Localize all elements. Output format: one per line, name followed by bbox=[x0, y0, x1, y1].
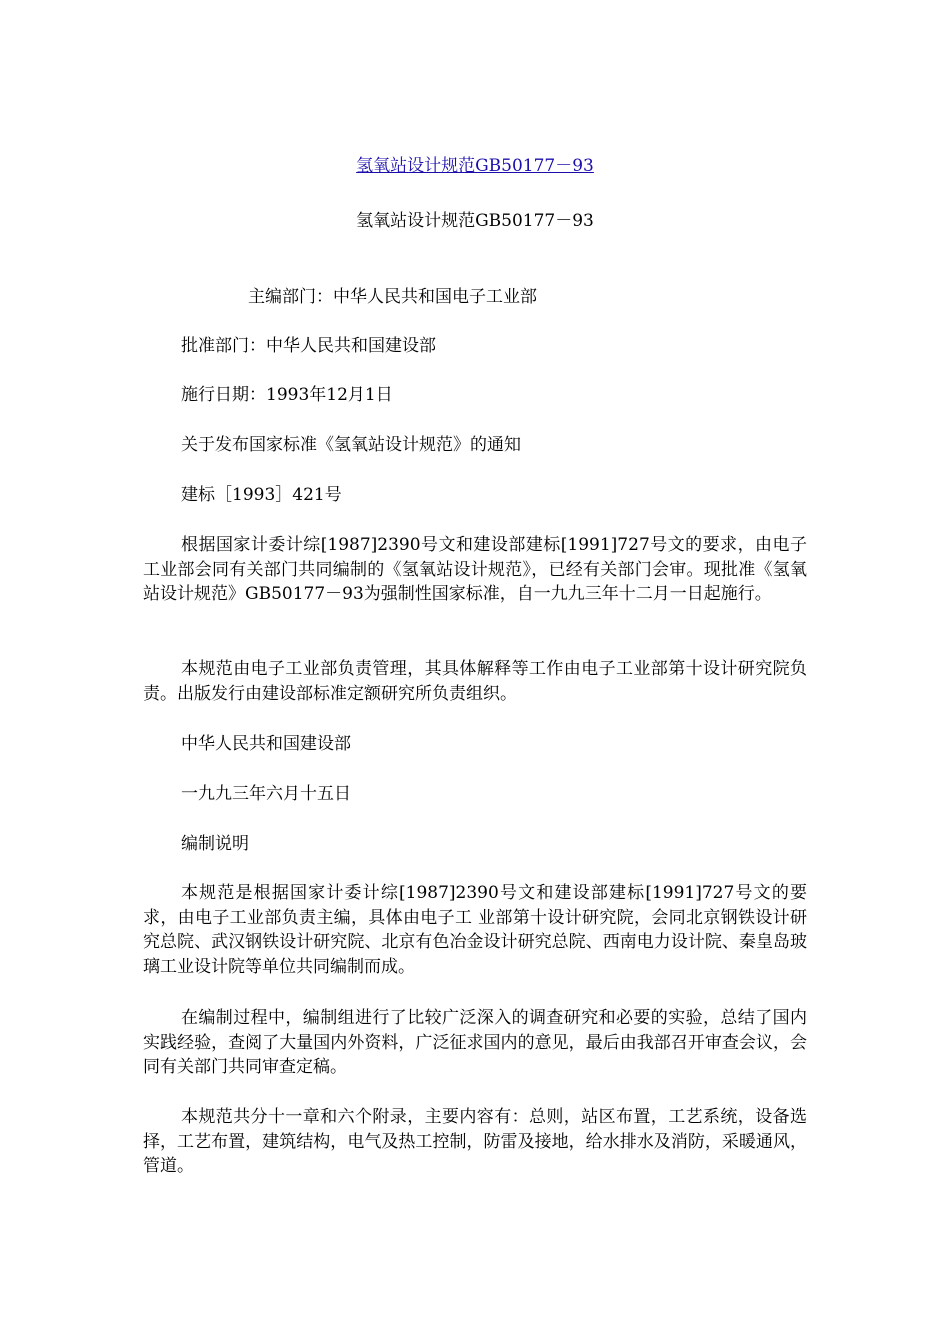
editor-department: 主编部门：中华人民共和国电子工业部 bbox=[248, 287, 537, 307]
document-number: 建标［1993］421号 bbox=[181, 485, 342, 505]
section-paragraph: 本规范是根据国家计委计综[1987]2390号文和建设部建标[1991]727号文的要求，由电子工业部负责主编，具体由电子工 业部第十设计研究院，会同北京钢铁设计研究总院、武汉钢铁设计研究院、北京有色冶金设计研究总院、西南电力设计院、秦皇岛玻璃工业设计院等单位共同编制而成。 bbox=[143, 883, 807, 977]
document-title: 氢氧站设计规范GB50177－93 bbox=[356, 211, 594, 231]
section-title: 编制说明 bbox=[181, 834, 249, 854]
notice-paragraph: 根据国家计委计综[1987]2390号文和建设部建标[1991]727号文的要求，由电子工业部会同有关部门共同编制的《氢氧站设计规范》，已经有关部门会审。现批准《氢氧站设计规范》GB50177－93为强制性国家标准，自一九九三年十二月一日起施行。 bbox=[143, 535, 807, 604]
section-paragraph: 在编制过程中，编制组进行了比较广泛深入的调查研究和必要的实验，总结了国内实践经验，查阅了大量国内外资料，广泛征求国内的意见，最后由我部召开审查会议，会同有关部门共同审查定稿。 bbox=[143, 1008, 807, 1077]
notice-paragraph: 本规范由电子工业部负责管理，其具体解释等工作由电子工业部第十设计研究院负责。出版发行由建设部标准定额研究所负责组织。 bbox=[143, 659, 807, 704]
notice-title: 关于发布国家标准《氢氧站设计规范》的通知 bbox=[181, 435, 521, 455]
signer: 中华人民共和国建设部 bbox=[181, 734, 351, 754]
sign-date: 一九九三年六月十五日 bbox=[181, 784, 351, 804]
approval-department: 批准部门：中华人民共和国建设部 bbox=[181, 336, 436, 356]
section-paragraph: 本规范共分十一章和六个附录，主要内容有：总则，站区布置，工艺系统，设备选择，工艺布置，建筑结构，电气及热工控制，防雷及接地，给水排水及消防，采暖通风，管道。 bbox=[143, 1107, 807, 1176]
title-link[interactable]: 氢氧站设计规范GB50177－93 bbox=[356, 156, 594, 176]
effective-date: 施行日期：1993年12月1日 bbox=[181, 385, 393, 405]
